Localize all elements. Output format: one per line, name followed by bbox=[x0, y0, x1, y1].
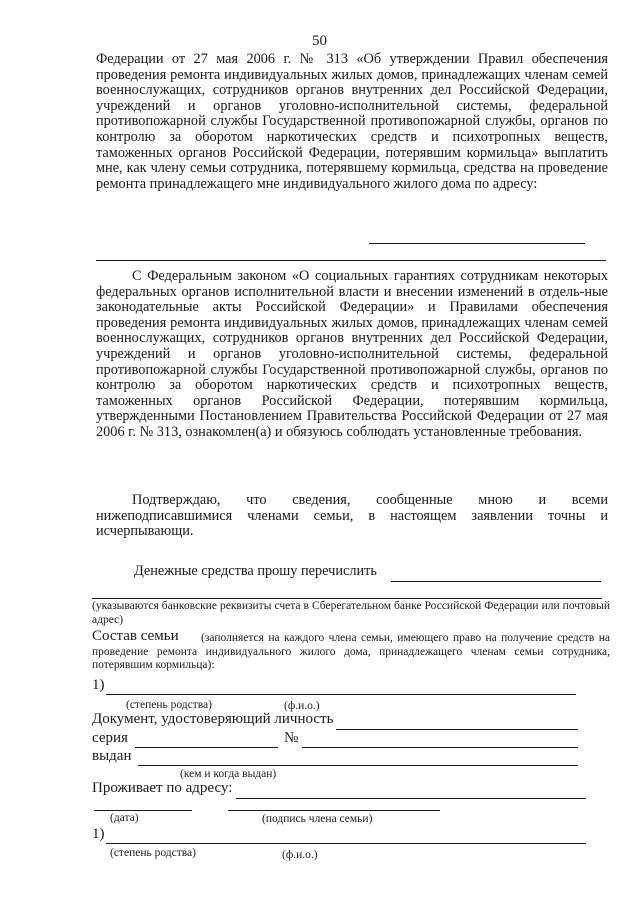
family-composition-label: Состав семьи bbox=[92, 628, 179, 644]
bank-details-note: (указываются банковские реквизиты счета в Сберегательном банке Российской Федерации или почтовый адрес) bbox=[92, 600, 610, 626]
issued-caption: (кем и когда выдан) bbox=[180, 768, 277, 780]
family-composition-note: (заполняется на каждого члена семьи, имеющего право на получение средств на проведение ремонта индивидуального жилого дома, принадлежащего членам семьи сотрудника, потерявшим кормильца): bbox=[92, 632, 610, 672]
fio-caption: (ф.и.о.) bbox=[284, 700, 320, 712]
number-label: № bbox=[284, 730, 299, 746]
paragraph-acknowledgement: С Федеральным законом «О социальных гарантиях сотрудникам некоторых федеральных органов исполнительной власти и внесении изменений в отдель-ные законодательные акты Российской Федерации» и Правилами обеспечения проведения ремонта индивидуальных жилых домов, принадлежащих членам семей военнослужащих, сотрудников органов внутренних дел Российской Федерации, учреждений и органов уголовно-исполнительной системы, федеральной противопожарной службы Государственной противопожарной службы, органов по контролю за оборотом наркотических средств и психотропных веществ, таможенных органов Российской Федерации, потерявшим кормильца, утвержденными Постановлением Правительства Российской Федерации от 27 мая 2006 г. № 313, ознакомлен(а) и обязуюсь соблюдать установленные требования. bbox=[96, 268, 608, 440]
issued-line bbox=[138, 765, 578, 766]
paragraph-request: Федерации от 27 мая 2006 г. № 313 «Об утверждении Правил обеспечения проведения ремонта индивидуальных жилых домов, принадлежащих членам семей военнослужащих, сотрудников органов внутренних дел Российской Федерации, учреждений и органов уголовно-исполнительной системы, федеральной противопожарной службы Государственной противопожарной службы, органов по контролю за оборотом наркотических средств и психотропных веществ, таможенных органов Российской Федерации, потерявшим кормильца» выплатить мне, как члену семьи сотрудника, потерявшему кормильца, средства на проведение ремонта принадлежащего мне индивидуального жилого дома по адресу: bbox=[96, 51, 608, 192]
series-label: серия bbox=[92, 730, 128, 746]
money-transfer-label: Денежные средства прошу перечислить bbox=[134, 563, 377, 579]
id-document-label: Документ, удостоверяющий личность bbox=[92, 711, 334, 727]
fio-caption-2: (ф.и.о.) bbox=[282, 849, 318, 861]
issued-label: выдан bbox=[92, 748, 132, 764]
address-line bbox=[369, 243, 585, 244]
date-line bbox=[94, 810, 192, 811]
residence-line bbox=[236, 798, 586, 799]
date-caption: (дата) bbox=[110, 812, 139, 824]
address-line-2 bbox=[96, 260, 606, 261]
member-1-number: 1) bbox=[92, 677, 105, 693]
paragraph-confirmation: Подтверждаю, что сведения, сообщенные мною и всеми нижеподписавшимися членами семьи, в настоящем заявлении точны и исчерпывающи. bbox=[96, 492, 608, 540]
id-document-line bbox=[336, 729, 578, 730]
member-2-name-line bbox=[106, 843, 586, 844]
money-transfer-line bbox=[391, 581, 601, 582]
relation-caption-2: (степень родства) bbox=[110, 847, 196, 859]
member-1-name-line bbox=[106, 694, 576, 695]
member-2-number: 1) bbox=[92, 826, 105, 842]
signature-line bbox=[228, 810, 440, 811]
relation-caption: (степень родства) bbox=[126, 699, 212, 711]
signature-caption: (подпись члена семьи) bbox=[262, 813, 373, 825]
bank-details-line bbox=[92, 598, 602, 599]
page-number: 50 bbox=[312, 33, 327, 49]
residence-label: Проживает по адресу: bbox=[92, 780, 233, 796]
number-line bbox=[302, 747, 578, 748]
series-line bbox=[135, 747, 278, 748]
